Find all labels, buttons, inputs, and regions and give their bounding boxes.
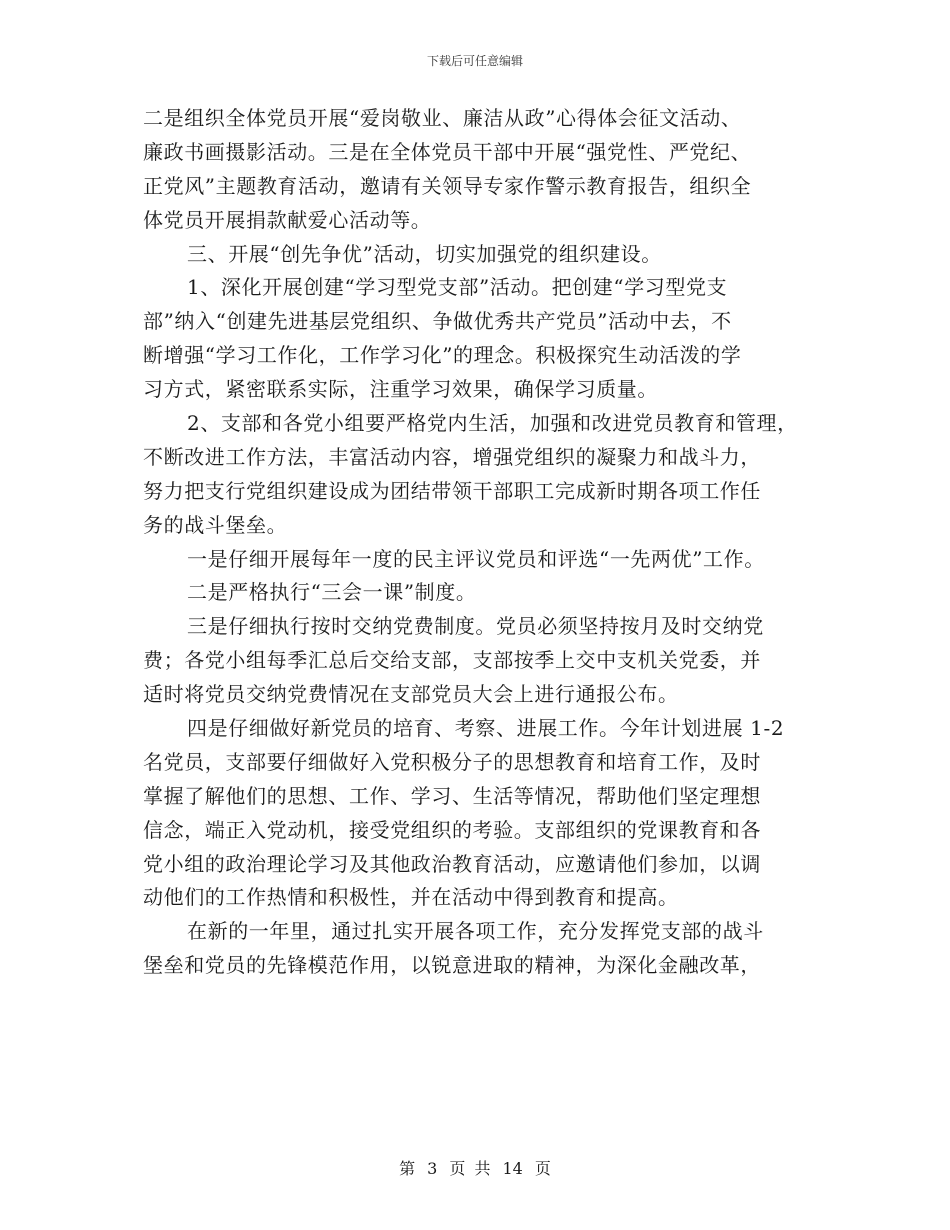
footer-current-page: 3 (427, 1159, 438, 1178)
text-line: 务的战斗堡垒。 (143, 512, 288, 537)
footer-prefix: 第 (399, 1159, 416, 1178)
text-line: 三、开展“创先争优”活动，切实加强党的组织建设。 (187, 241, 662, 266)
text-line: 二是严格执行“三会一课”制度。 (187, 580, 477, 605)
text-line: 动他们的工作热情和积极性，并在活动中得到教育和提高。 (143, 885, 679, 910)
text-line: 掌握了解他们的思想、工作、学习、生活等情况，帮助他们坚定理想 (143, 783, 761, 808)
text-line: 廉政书画摄影活动。三是在全体党员干部中开展“强党性、严党纪、 (143, 139, 752, 164)
text-line: 信念，端正入党动机，接受党组织的考验。支部组织的党课教育和各 (143, 817, 761, 842)
document-body (143, 102, 823, 983)
text-line: 二是组织全体党员开展“爱岗敬业、廉洁从政”心得体会征文活动、 (143, 106, 742, 130)
page-footer (0, 1156, 950, 1179)
text-line: 部”纳入“创建先进基层党组织、争做优秀共产党员”活动中去，不 (143, 309, 732, 334)
text-line: 名党员，支部要仔细做好入党积极分子的思想教育和培育工作，及时 (143, 749, 761, 774)
text-line: 党小组的政治理论学习及其他政治教育活动，应邀请他们参加，以调 (143, 851, 761, 876)
text-line: 堡垒和党员的先锋模范作用，以锐意进取的精神，为深化金融改革， (143, 953, 761, 978)
text-line: 四是仔细做好新党员的培育、考察、进展工作。今年计划进展 1-2 (187, 716, 785, 741)
text-line: 断增强“学习工作化，工作学习化”的理念。积极探究生动活泼的学 (143, 343, 742, 368)
text-line: 1、深化开展创建“学习型党支部”活动。把创建“学习型党支 (187, 275, 728, 300)
text-line: 2、支部和各党小组要严格党内生活，加强和改进党员教育和管理， (187, 411, 798, 436)
text-line: 习方式，紧密联系实际，注重学习效果，确保学习质量。 (143, 377, 658, 402)
footer-middle: 页 共 (449, 1159, 491, 1178)
text-line: 努力把支行党组织建设成为团结带领干部职工完成新时期各项工作任 (143, 478, 761, 503)
text-line: 费；各党小组每季汇总后交给支部，支部按季上交中支机关党委，并 (143, 648, 761, 673)
text-line: 三是仔细执行按时交纳党费制度。党员必须坚持按月及时交纳党 (187, 614, 764, 639)
text-line: 不断改进工作方法，丰富活动内容，增强党组织的凝聚力和战斗力， (143, 444, 761, 469)
footer-total-pages: 14 (502, 1159, 523, 1178)
text-line: 体党员开展捐款献爱心活动等。 (143, 207, 432, 232)
text-line: 适时将党员交纳党费情况在支部党员大会上进行通报公布。 (143, 682, 679, 707)
header-note: 下载后可任意编辑 (426, 54, 523, 68)
text-line: 在新的一年里，通过扎实开展各项工作，充分发挥党支部的战斗 (187, 919, 764, 944)
text-line: 一是仔细开展每年一度的民主评议党员和评选“一先两优”工作。 (187, 546, 765, 571)
text-line: 正党风”主题教育活动，邀请有关领导专家作警示教育报告，组织全 (143, 173, 752, 198)
footer-suffix: 页 (534, 1159, 551, 1178)
